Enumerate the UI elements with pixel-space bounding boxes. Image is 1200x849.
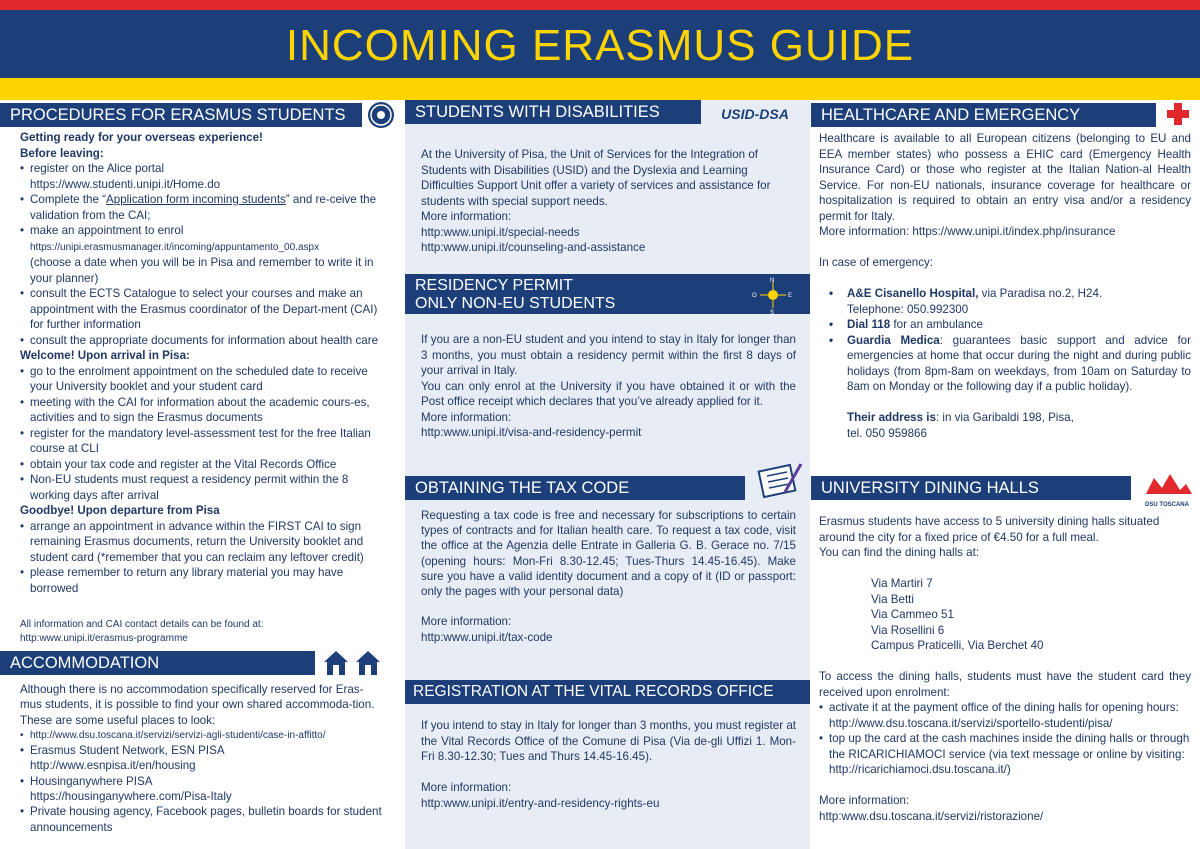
- list-item: Via Cammeo 51: [871, 608, 954, 621]
- registration-header: REGISTRATION AT THE VITAL RECORDS OFFICE: [405, 680, 810, 704]
- red-cross-icon: [1164, 100, 1192, 128]
- page-title: INCOMING ERASMUS GUIDE: [285, 21, 915, 70]
- list-item: • Non-EU students must request a residency permit within the 8 working days after arrival: [20, 472, 385, 503]
- erasmus-manager-link[interactable]: https://unipi.erasmusmanager.it/incoming/appuntamento_00.aspx: [30, 241, 320, 253]
- special-needs-link[interactable]: http:www.unipi.it/special-needs: [421, 225, 580, 239]
- dsu-housing-link[interactable]: http://www.dsu.toscana.it/servizi/servizi-agli-studenti/case-in-affitto/: [30, 729, 326, 741]
- alice-portal-link[interactable]: https://www.studenti.unipi.it/Home.do: [30, 177, 221, 191]
- accommodation-header: ACCOMMODATION: [0, 651, 315, 675]
- list-item: • Private housing agency, Facebook pages, bulletin boards for student announcements: [20, 804, 385, 835]
- column-services: [811, 100, 1200, 849]
- healthcare-header: HEALTHCARE AND EMERGENCY: [811, 103, 1156, 127]
- compass-s-label: S: [770, 310, 775, 314]
- departure-list: [20, 519, 385, 597]
- tax-body: Requesting a tax code is free and necessary for subscriptions to certain types of contracts and for Italian health care. To request a tax code, visit the office at the Agenzia delle Entrate in Galleria G. B. Gerace no. 7/15 (opening hours: Mon-Fri 8.30-12.45; Tues-Thurs 14.45-16.45). Make sure you have a valid identity document and a copy of it (ID or passport: only the pages with your personal data) More information: http:www.unipi.it/tax-code: [421, 509, 796, 644]
- list-item: • register for the mandatory level-assessment test for the free Italian course at CLI: [20, 426, 385, 457]
- residency-header: RESIDENCY PERMIT ONLY NON-EU STUDENTS: [405, 274, 810, 314]
- accommodation-list: [20, 728, 385, 835]
- university-seal-icon: [366, 100, 396, 130]
- list-item: • arrange an appointment in advance within the FIRST CAI to sign remaining Erasmus documents, return the University booklet and student card (*remember that you can reclaim any leftover credit): [20, 519, 385, 566]
- compass-e-label: E: [788, 293, 793, 299]
- list-item: [20, 728, 385, 743]
- emergency-address: Their address is: in via Garibaldi 198, Pisa, tel. 050 959866: [847, 411, 1074, 440]
- top-red-strip: [0, 0, 1200, 10]
- emergency-list: [823, 286, 1191, 395]
- procedures-body: [20, 130, 385, 596]
- disabilities-body: At the University of Pisa, the Unit of Services for the Integration of Students with Disabilities (USID) and the Dyslexia and Learning Difficulties Support Unit offer a variety of services and assistance for students with special support needs. More information: http:www.unipi.it/special-needs http:www.unipi.it/counseling-and-assistance: [421, 147, 796, 256]
- dining-card-list: [819, 700, 1191, 778]
- dining-body: Erasmus students have access to 5 university dining halls situated around the city for a fixed price of €4.50 for a full meal. You can find the dining halls at: Via Martiri 7 Via Betti Via Cammeo 51 Via Rosellini 6 Campus Praticelli, Via Berchet 40 To access the dining halls, students must have the student card they received upon enrolment: • activate it at the payment office of the dining halls for opening hours: http://www.dsu.toscana.it/servizi/sportello-studenti/pisa/ • top up the card at the cash machines inside the dining halls or through the RICARICHIAMOCI service (via text message or online by visiting: http://ricarichiamoci.dsu.toscana.it/) More information: http:www.dsu.toscana.it/servizi/ristorazione/: [819, 514, 1191, 824]
- list-item: • consult the appropriate documents for information about health care: [20, 333, 385, 349]
- column-procedures: [0, 100, 404, 849]
- list-item: • top up the card at the cash machines inside the dining halls or through the RICARICHIAMOCI service (via text message or online by visiting: http://ricarichiamoci.dsu.toscana.it/): [819, 731, 1191, 778]
- list-item: • please remember to return any library material you may have borrowed: [20, 565, 385, 596]
- usid-dsa-logo: USID-DSA: [721, 106, 789, 122]
- compass-n-label: N: [770, 278, 775, 284]
- procedures-intro: Getting ready for your overseas experience!: [20, 131, 263, 144]
- counseling-link[interactable]: http:www.unipi.it/counseling-and-assistance: [421, 241, 646, 254]
- list-item: Via Betti: [871, 592, 914, 606]
- list-item: • Erasmus Student Network, ESN PISA http://www.esnpisa.it/en/housing: [20, 743, 385, 774]
- arrival-title: Welcome! Upon arrival in Pisa:: [20, 349, 190, 362]
- compass-o-label: O: [752, 293, 757, 299]
- esn-housing-link[interactable]: http://www.esnpisa.it/en/housing: [30, 759, 196, 773]
- list-item: • register on the Alice portal https://www.studenti.unipi.it/Home.do: [20, 161, 385, 192]
- dining-info-link[interactable]: http:www.dsu.toscana.it/servizi/ristorazione/: [819, 809, 1044, 823]
- dsu-logo-icon: [1136, 470, 1198, 496]
- list-item: • meeting with the CAI for information about the academic cours-es, activities and to sign the Erasmus documents: [20, 395, 385, 426]
- healthcare-body: Healthcare is available to all European citizens (belonging to EU and EEA member states) who possess a EHIC card (Emergency Health Insurance Card) or those who register at the Italian Nation-al Health Service. For non-EU nationals, insurance coverage for healthcare or hospitalization is required to obtain an entry visa and/or a residency permit for Italy. More information: https://www.unipi.it/index.php/insurance In case of emergency: • A&E Cisanello Hospital, via Paradisa no.2, H24. Telephone: 050.992300 • Dial 118 for an ambulance • Guardia Medica: guarantees basic support and advice for emergencies at home that occur during the night and during public holidays (from 8pm-8am on weekdays, from 10am on Saturday to 8am on Monday or the following day if a public holiday). Their address is: in via Garibaldi 198, Pisa, tel. 050 959866: [819, 131, 1191, 441]
- yellow-strip: [0, 78, 1200, 100]
- column-students: [405, 100, 810, 849]
- compass-icon: [748, 274, 798, 314]
- list-item: Via Rosellini 6: [871, 623, 945, 637]
- list-item: Campus Praticelli, Via Berchet 40: [871, 639, 1044, 652]
- tax-code-header: OBTAINING THE TAX CODE: [405, 476, 745, 500]
- procedures-footer: All information and CAI contact details can be found at: http:www.unipi.it/erasmus-programme: [20, 618, 390, 646]
- list-item: • obtain your tax code and register at the Vital Records Office: [20, 457, 385, 473]
- list-item: • Housinganywhere PISA https://housinganywhere.com/Pisa-Italy: [20, 774, 385, 805]
- housinganywhere-link[interactable]: https://housinganywhere.com/Pisa-Italy: [30, 790, 232, 804]
- list-item: • consult the ECTS Catalogue to select your courses and make an appointment with the Erasmus coordinator of the Depart-ment (CAI) for further information: [20, 286, 385, 333]
- list-item: • Guardia Medica: guarantees basic support and advice for emergencies at home that occur during the night and during public holidays (from 8pm-8am on weekdays, from 10am on Saturday to 8am on Monday or the following day if a public holiday).: [823, 333, 1191, 395]
- residency-rights-link[interactable]: http:www.unipi.it/entry-and-residency-rights-eu: [421, 796, 660, 810]
- list-item: Via Martiri 7: [871, 577, 933, 590]
- tax-code-link[interactable]: http:www.unipi.it/tax-code: [421, 630, 553, 644]
- list-item: • go to the enrolment appointment on the scheduled date to receive your University booklet and your student card: [20, 364, 385, 395]
- erasmus-programme-link[interactable]: http:www.unipi.it/erasmus-programme: [20, 633, 188, 644]
- list-item: • activate it at the payment office of the dining halls for opening hours: http://www.dsu.toscana.it/servizi/sportello-studenti/pisa/: [819, 700, 1191, 731]
- insurance-link[interactable]: More information: https://www.unipi.it/index.php/insurance: [819, 225, 1116, 238]
- application-form-link[interactable]: Application form incoming students: [106, 193, 286, 206]
- registration-body: If you intend to stay in Italy for longer than 3 months, you must register at the Vital Records Office of the Comune di Pisa (Via de-gli Uffizi 1. Mon-Fri 8.30-12.30; Tues and Thurs 14.45-16.45). More information: http:www.unipi.it/entry-and-residency-rights-eu: [421, 719, 796, 810]
- list-item: • Complete the “Application form incoming students” and re-ceive the validation from the CAI;: [20, 192, 385, 223]
- visa-permit-link[interactable]: http:www.unipi.it/visa-and-residency-permit: [421, 426, 642, 439]
- before-leaving-title: Before leaving:: [20, 146, 104, 160]
- dining-halls-list: [871, 576, 1191, 654]
- houses-icon: [322, 648, 384, 678]
- departure-title: Goodbye! Upon departure from Pisa: [20, 504, 220, 517]
- arrival-list: [20, 364, 385, 504]
- list-item: • make an appointment to enrol https://unipi.erasmusmanager.it/incoming/appuntamento_00.aspx (choose a date when you will be in Pisa and remember to write it in your planner): [20, 223, 385, 286]
- accommodation-body: Although there is no accommodation specifically reserved for Eras-mus students, it is possible to find your own shared accommoda-tion. These are some useful places to look: • http://www.dsu.toscana.it/servizi/servizi-agli-studenti/case-in-affitto/ • Erasmus Student Network, ESN PISA http://www.esnpisa.it/en/housing • Housinganywhere PISA https://housinganywhere.com/Pisa-Italy • Private housing agency, Facebook pages, bulletin boards for student announcements: [20, 682, 385, 835]
- disabilities-header: STUDENTS WITH DISABILITIES: [405, 100, 701, 124]
- procedures-header: PROCEDURES FOR ERASMUS STUDENTS: [0, 103, 362, 127]
- list-item: • Dial 118 for an ambulance: [823, 317, 1191, 333]
- residency-body: If you are a non-EU student and you intend to stay in Italy for longer than 3 months, you must obtain a residency permit within the first 8 days of your arrival in Italy. You can only enrol at the University if you have obtained it or with the Post office receipt which declares that you’ve already applied for it. More information: http:www.unipi.it/visa-and-residency-permit: [421, 333, 796, 439]
- document-pen-icon: [755, 458, 805, 502]
- dining-header: UNIVERSITY DINING HALLS: [811, 476, 1131, 500]
- before-leaving-list: [20, 161, 385, 348]
- dsu-toscana-logo: DSU TOSCANA: [1136, 470, 1198, 506]
- list-item: • A&E Cisanello Hospital, via Paradisa no.2, H24. Telephone: 050.992300: [823, 286, 1191, 317]
